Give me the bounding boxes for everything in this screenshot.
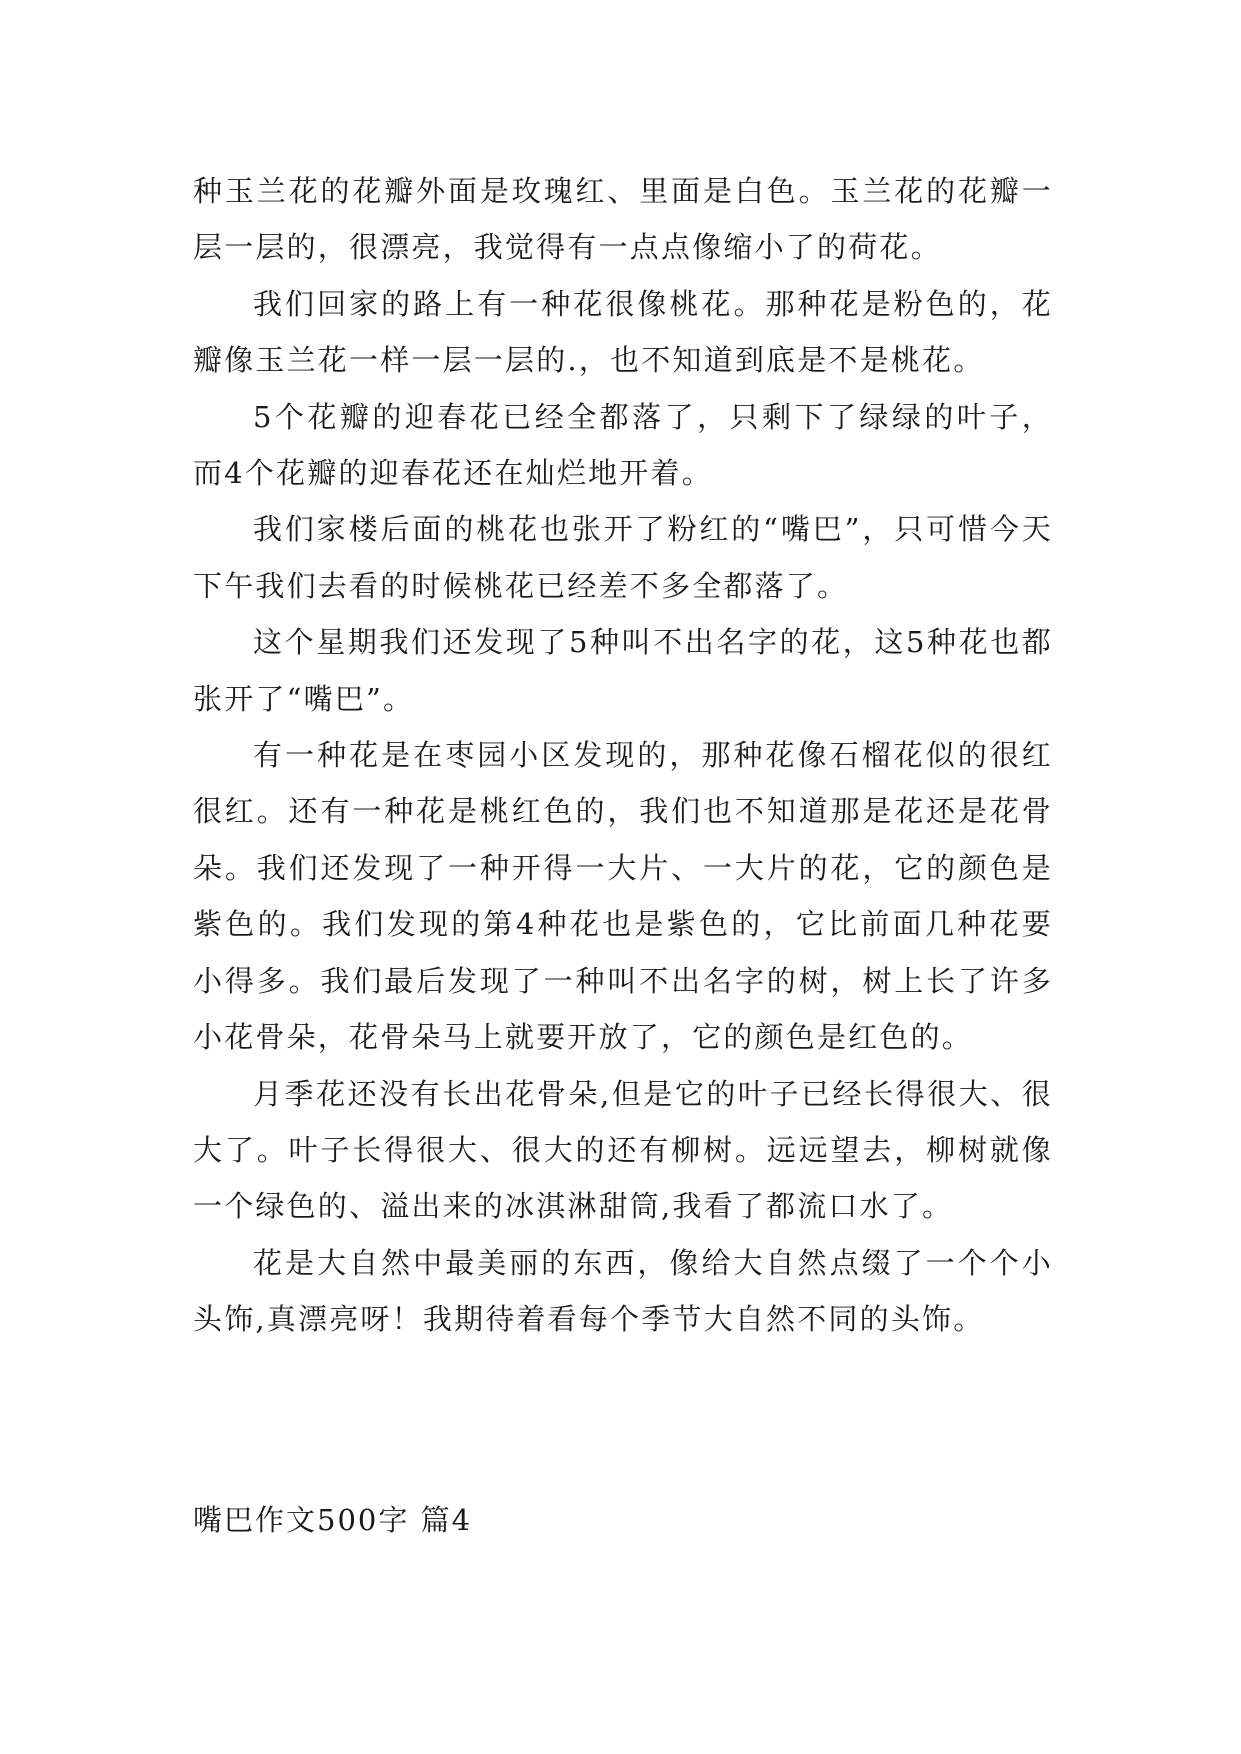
paragraph-6: 有一种花是在枣园小区发现的，那种花像石榴花似的很红很红。还有一种花是桃红色的，我们也不知道那是花还是花骨朵。我们还发现了一种开得一大片、一大片的花，它的颜色是紫色的。我们发现的第4种花也是紫色的，它比前面几种花要小得多。我们最后发现了一种叫不出名字的树，树上长了许多小花骨朵，花骨朵马上就要开放了，它的颜色是红色的。 (193, 738, 1053, 1055)
paragraph-8: 花是大自然中最美丽的东西，像给大自然点缀了一个个小头饰,真漂亮呀！我期待着看每个季节大自然不同的头饰。 (193, 1245, 1053, 1337)
paragraph-3: 5个花瓣的迎春花已经全都落了，只剩下了绿绿的叶子，而4个花瓣的迎春花还在灿烂地开着。 (193, 399, 1053, 491)
paragraph-4: 我们家楼后面的桃花也张开了粉红的“嘴巴”，只可惜今天下午我们去看的时候桃花已经差不多全都落了。 (193, 512, 1053, 603)
paragraph-5: 这个星期我们还发现了5种叫不出名字的花，这5种花也都张开了“嘴巴”。 (193, 625, 1053, 716)
section-heading: 嘴巴作文500字 篇4 (193, 1503, 473, 1537)
paragraph-2: 我们回家的路上有一种花很像桃花。那种花是粉色的，花瓣像玉兰花一样一层一层的.，也不知道到底是不是桃花。 (193, 286, 1053, 378)
paragraph-7: 月季花还没有长出花骨朵,但是它的叶子已经长得很大、很大了。叶子长得很大、很大的还有柳树。远远望去，柳树就像一个绿色的、溢出来的冰淇淋甜筒,我看了都流口水了。 (193, 1076, 1053, 1224)
paragraph-1: 种玉兰花的花瓣外面是玫瑰红、里面是白色。玉兰花的花瓣一层一层的，很漂亮，我觉得有一点点像缩小了的荷花。 (193, 174, 1053, 265)
article-body (193, 163, 1053, 1348)
